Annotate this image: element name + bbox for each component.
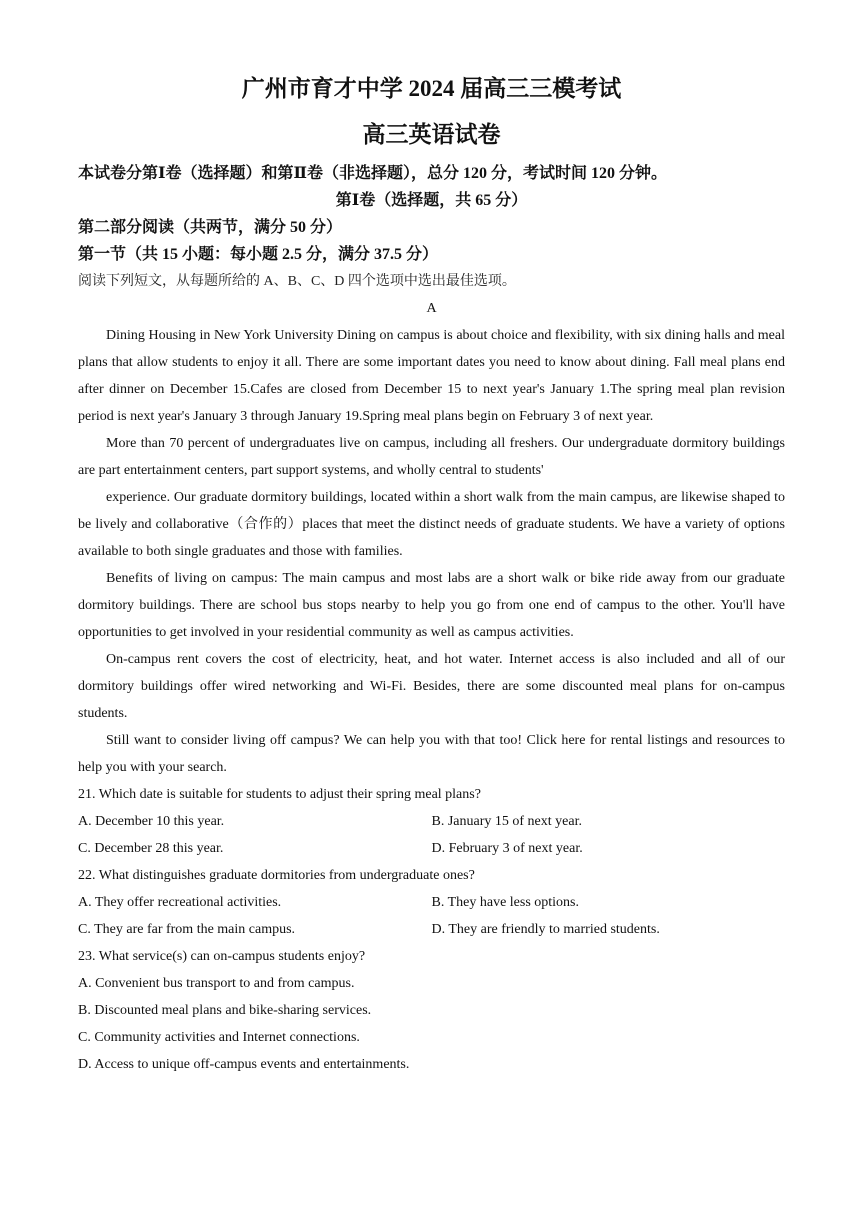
passage-paragraph: Benefits of living on campus: The main campus and most labs are a short walk or bike ride away from our graduate dormitory buildings. There are school bus stops nearby to help you go from one end of campus to the other. You'll have opportunities to get involved in your residential community as well as campus activities.	[78, 571, 785, 640]
question-stem: 21. Which date is suitable for students to adjust their spring meal plans?	[78, 787, 481, 802]
passage-paragraph: Still want to consider living off campus? We can help you with that too! Click here for rental listings and resources to help you with your search.	[78, 733, 785, 775]
option-b: B. Discounted meal plans and bike-sharing services.	[78, 1003, 372, 1018]
option-a: A. They offer recreational activities.	[78, 895, 282, 910]
instruction-text: 阅读下列短文，从每题所给的 A、B、C、D 四个选项中选出最佳选项。	[78, 274, 516, 289]
option-b: B. They have less options.	[431, 895, 580, 910]
passage-paragraph: experience. Our graduate dormitory buildings, located within a short walk from the main campus, are likewise shaped to be lively and collaborative（合作的）places that meet the distinct needs of graduate students. We have a variety of options available to both single graduates and those with families.	[78, 490, 785, 559]
passage-paragraph: On-campus rent covers the cost of electricity, heat, and hot water. Internet access is also included and all of our dormitory buildings offer wired networking and Wi-Fi. Besides, there are some discounted meal plans for on-campus students.	[78, 652, 785, 721]
exam-subtitle: 高三英语试卷	[362, 122, 501, 147]
option-a: A. December 10 this year.	[78, 814, 225, 829]
exam-page	[78, 72, 785, 1078]
option-d: D. They are friendly to married students.	[431, 922, 660, 937]
passage-label: A	[426, 301, 437, 316]
option-d: D. Access to unique off-campus events and entertainments.	[78, 1057, 410, 1072]
question-21	[78, 781, 785, 862]
passage-paragraph: Dining Housing in New York University Dining on campus is about choice and flexibility, with six dining halls and meal plans that allow students to enjoy it all. There are some important dates you need to know about dining. Fall meal plans end after dinner on December 15.Cafes are closed from December 15 to next year's January 1.The spring meal plan revision period is next year's January 3 through January 19.Spring meal plans begin on February 3 of next year.	[78, 328, 785, 424]
option-c: C. Community activities and Internet connections.	[78, 1030, 360, 1045]
question-stem: 22. What distinguishes graduate dormitories from undergraduate ones?	[78, 868, 475, 883]
volume-heading: 第Ⅰ卷（选择题，共 65 分）	[335, 192, 528, 209]
question-23	[78, 943, 785, 1078]
exam-title: 广州市育才中学 2024 届高三三模考试	[241, 76, 622, 101]
part-heading: 第二部分阅读（共两节，满分 50 分）	[78, 219, 343, 236]
question-22	[78, 862, 785, 943]
option-b: B. January 15 of next year.	[431, 814, 582, 829]
option-c: C. They are far from the main campus.	[78, 922, 296, 937]
passage-paragraph: More than 70 percent of undergraduates live on campus, including all freshers. Our undergraduate dormitory buildings are part entertainment centers, part support systems, and wholly central to students'	[78, 436, 785, 478]
option-d: D. February 3 of next year.	[431, 841, 583, 856]
option-a: A. Convenient bus transport to and from campus.	[78, 976, 355, 991]
question-stem: 23. What service(s) can on-campus students enjoy?	[78, 949, 366, 964]
section-heading: 第一节（共 15 小题：每小题 2.5 分，满分 37.5 分）	[78, 246, 439, 263]
exam-info: 本试卷分第Ⅰ卷（选择题）和第Ⅱ卷（非选择题），总分 120 分，考试时间 120 分钟。	[78, 165, 667, 182]
option-c: C. December 28 this year.	[78, 841, 224, 856]
